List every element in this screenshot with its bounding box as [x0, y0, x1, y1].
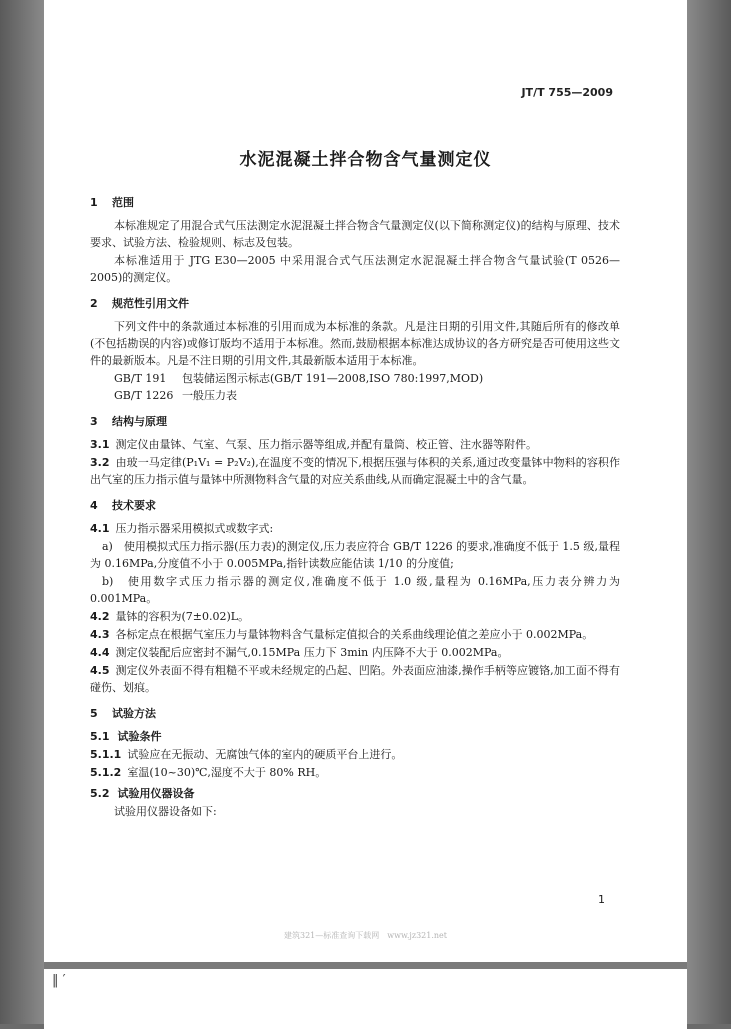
clause-text: 测定仪外表面不得有粗糙不平或未经规定的凸起、凹陷。外表面应油漆,操作手柄等应镀铬,加工面不得有碰伤、划痕。: [90, 664, 620, 694]
next-page-mark: ‖ ′: [52, 973, 66, 988]
clause: [90, 454, 620, 488]
clause: [90, 644, 620, 661]
watermark-text: 建筑321—标准查询下载网 www.jz321.net: [283, 931, 447, 940]
section-heading-references: [90, 295, 620, 312]
section-heading-requirements: [90, 497, 620, 514]
section-title: 结构与原理: [112, 415, 167, 428]
subsection-heading: [90, 728, 620, 745]
subsection-heading: [90, 785, 620, 802]
clause-text: 试验应在无振动、无腐蚀气体的室内的硬质平台上进行。: [127, 748, 403, 761]
next-document-page[interactable]: [44, 969, 687, 1029]
clause: [90, 608, 620, 625]
subsection-title: 试验用仪器设备: [117, 787, 195, 800]
sub-clause: b) 使用数字式压力指示器的测定仪,准确度不低于 1.0 级,量程为 0.16MPa,压力表分辨力为 0.001MPa。: [90, 575, 620, 605]
clause: [90, 662, 620, 696]
section-number: 3: [90, 415, 98, 428]
section-number: 4: [90, 499, 98, 512]
clause: [90, 626, 620, 643]
clause-text: 量钵的容积为(7±0.02)L。: [115, 610, 250, 623]
clause: [90, 746, 620, 763]
section-heading-scope: [90, 194, 620, 211]
viewer-right-margin: [687, 0, 731, 1024]
clause-number: 5.1.2: [90, 766, 122, 779]
paragraph: 本标准规定了用混合式气压法测定水泥混凝土拌合物含气量测定仪(以下简称测定仪)的结构与原理、技术要求、试验方法、检验规则、标志及包装。: [90, 219, 620, 249]
clause: [90, 436, 620, 453]
section-number: 2: [90, 297, 98, 310]
clause-text: 压力指示器采用模拟式或数字式:: [115, 522, 274, 535]
paragraph: 试验用仪器设备如下:: [114, 805, 217, 818]
clause-number: 3.1: [90, 438, 110, 451]
standard-code: JT/T 755—2009: [521, 86, 613, 99]
clause-number: 3.2: [90, 456, 110, 469]
section-number: 5: [90, 707, 98, 720]
clause-text: 测定仪装配后应密封不漏气,0.15MPa 压力下 3min 内压降不大于 0.002MPa。: [115, 646, 509, 659]
clause-number: 4.4: [90, 646, 110, 659]
clause-number: 4.1: [90, 522, 110, 535]
subsection-number: 5.2: [90, 787, 110, 800]
section-heading-test-methods: [90, 705, 620, 722]
clause-text: 测定仪由量钵、气室、气泵、压力指示器等组成,并配有量筒、校正管、注水器等附件。: [115, 438, 537, 451]
sub-clause: a) 使用模拟式压力指示器(压力表)的测定仪,压力表应符合 GB/T 1226 的要求,准确度不低于 1.5 级,量程为 0.16MPa,分度值不小于 0.005MPa,指针读数应能估读 1/10 的分度值;: [90, 540, 620, 570]
clause-text: 各标定点在根据气室压力与量钵物料含气量标定值拟合的关系曲线理论值之差应小于 0.002MPa。: [115, 628, 594, 641]
page-separator: [44, 962, 687, 969]
paragraph: 下列文件中的条款通过本标准的引用而成为本标准的条款。凡是注日期的引用文件,其随后所有的修改单(不包括勘误的内容)或修订版均不适用于本标准。然而,鼓励根据本标准达成协议的各方研究是否可使用这些文件的最新版本。凡是不注日期的引用文件,其最新版本适用于本标准。: [90, 320, 620, 367]
section-title: 技术要求: [112, 499, 156, 512]
page-number: 1: [598, 893, 605, 906]
reference-code: GB/T 1226: [114, 389, 174, 402]
viewer-left-margin: [0, 0, 44, 1024]
reference-text: 包装储运图示标志(GB/T 191—2008,ISO 780:1997,MOD): [182, 372, 484, 385]
clause-number: 4.2: [90, 610, 110, 623]
document-page: [44, 0, 687, 962]
document-body: [90, 194, 620, 820]
reference-item: [90, 370, 620, 387]
subsection-title: 试验条件: [117, 730, 162, 743]
clause-text: 室温(10~30)℃,湿度不大于 80% RH。: [127, 766, 327, 779]
clause: [90, 764, 620, 781]
clause-number: 4.3: [90, 628, 110, 641]
paragraph: 本标准适用于 JTG E30—2005 中采用混合式气压法测定水泥混凝土拌合物含气量试验(T 0526—2005)的测定仪。: [90, 254, 620, 284]
clause-number: 5.1.1: [90, 748, 122, 761]
section-title: 试验方法: [112, 707, 156, 720]
clause-text: 由玻一马定律(P₁V₁ = P₂V₂),在温度不变的情况下,根据压强与体积的关系,通过改变量钵中物料的容积作出气室的压力指示值与量钵中所测物料含气量的对应关系曲线,从而确定混凝土中的含气量。: [90, 456, 620, 486]
section-number: 1: [90, 196, 98, 209]
reference-text: 一般压力表: [182, 389, 237, 402]
section-title: 规范性引用文件: [112, 297, 189, 310]
page-title: 水泥混凝土拌合物含气量测定仪: [239, 150, 492, 170]
section-title: 范围: [112, 196, 134, 209]
clause: [90, 520, 620, 537]
reference-item: [90, 387, 620, 404]
clause-number: 4.5: [90, 664, 110, 677]
reference-code: GB/T 191: [114, 372, 167, 385]
section-heading-structure: [90, 413, 620, 430]
subsection-number: 5.1: [90, 730, 110, 743]
